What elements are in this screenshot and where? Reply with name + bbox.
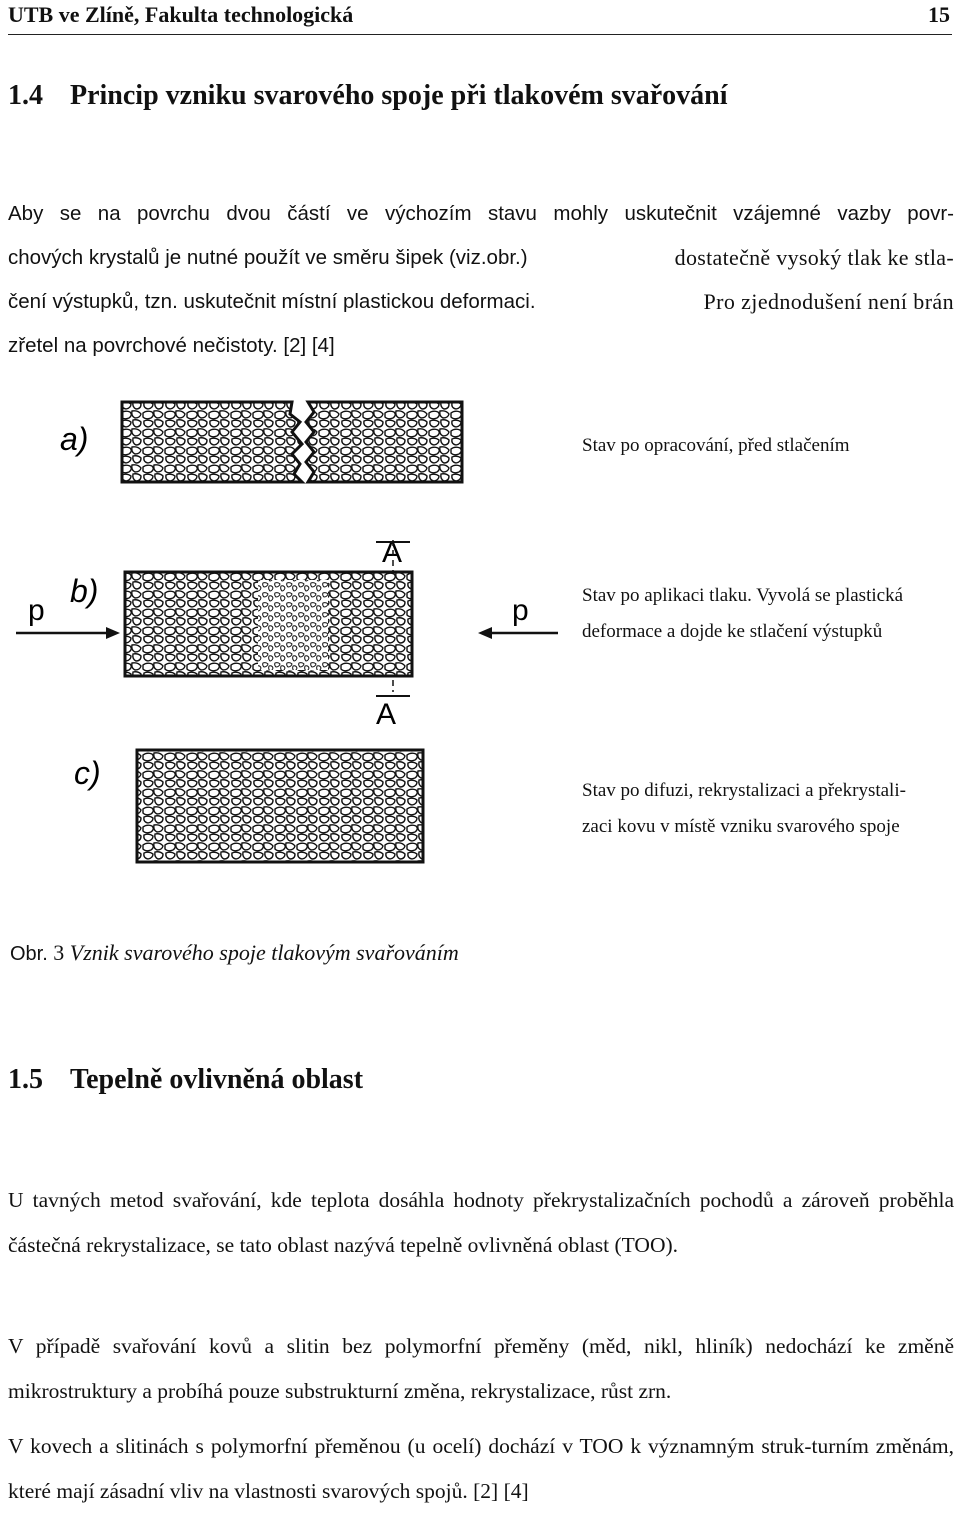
section-mark-bottom: A: [376, 698, 397, 731]
label-c: c): [74, 755, 101, 791]
paragraph-2: V případě svařování kovů a slitin bez polymorfní přeměny (měd, nikl, hliník) nedochází ke změně mikrostruktury a probíhá pouze substrukturní změna, rekrystalizace, růst zrn.: [8, 1334, 954, 1403]
caption-b-line-1: Stav po aplikaci tlaku. Vyvolá se plastická: [582, 585, 903, 606]
paragraph-line: Pro zjednodušení není brán: [703, 289, 954, 314]
caption-c: [582, 773, 954, 845]
pressure-label-right: p: [512, 594, 529, 627]
arrow-right-icon: [478, 627, 558, 639]
paragraph-line: dostatečně vysoký tlak ke stla-: [674, 245, 954, 270]
deformed-zone: [258, 580, 328, 670]
figure-caption-number: 3: [53, 940, 65, 965]
paragraph-line: chových krystalů je nutné použít ve směru šipek (viz.obr.): [8, 246, 528, 269]
paragraph-1-4: [8, 192, 954, 368]
caption-c-line-2: zaci kovu v místě vzniku svarového spoje: [582, 816, 900, 837]
section-heading-1-5: [8, 1064, 363, 1096]
pressure-label-left: p: [28, 594, 45, 627]
weld-formation-figure: [10, 392, 570, 880]
paragraph-line: čení výstupků, tzn. uskutečnit místní plastickou deformaci.: [8, 290, 536, 313]
section-number: 1.5: [8, 1064, 43, 1095]
figure-caption: [10, 940, 459, 966]
section-heading-1-4: [8, 80, 728, 112]
specimen-c: [137, 750, 423, 862]
figure-caption-title: Vznik svarového spoje tlakovým svařováním: [69, 940, 459, 965]
caption-a: Stav po opracování, před stlačením: [582, 435, 850, 456]
paragraph-line: Aby se na povrchu dvou částí ve výchozím stavu mohly uskutečnit vzájemné vazby povr-: [8, 202, 954, 225]
section-mark-top: A: [382, 536, 403, 569]
page-header: [8, 0, 952, 35]
section-number: 1.4: [8, 80, 43, 111]
caption-b-line-2: deformace a dojde ke stlačení výstupků: [582, 621, 883, 642]
section-title: Princip vzniku svarového spoje při tlakovém svařování: [70, 80, 728, 111]
paragraph-1: U tavných metod svařování, kde teplota dosáhla hodnoty překrystalizačních pochodů a zároveň proběhla částečná rekrystalizace, se tato oblast nazývá tepelně ovlivněná oblast (TOO).: [8, 1188, 954, 1257]
arrow-left-icon: [16, 627, 120, 639]
caption-b: [582, 578, 954, 650]
label-b: b): [70, 573, 99, 609]
section-title: Tepelně ovlivněná oblast: [70, 1064, 364, 1095]
label-a: a): [60, 421, 89, 457]
paragraph-line: zřetel na povrchové nečistoty. [2] [4]: [8, 334, 335, 357]
figure-caption-prefix: Obr.: [10, 943, 48, 965]
page-number: 15: [928, 2, 950, 27]
caption-c-line-1: Stav po difuzi, rekrystalizaci a překrystali-: [582, 780, 906, 801]
paragraph-3: V kovech a slitinách s polymorfní přeměnou (u ocelí) dochází v TOO k významným struk-turním změnám, které mají zásadní vliv na vlastnosti svarových spojů. [2] [4]: [8, 1434, 954, 1503]
specimen-a: [122, 402, 462, 482]
running-title: UTB ve Zlíně, Fakulta technologická: [8, 2, 354, 27]
